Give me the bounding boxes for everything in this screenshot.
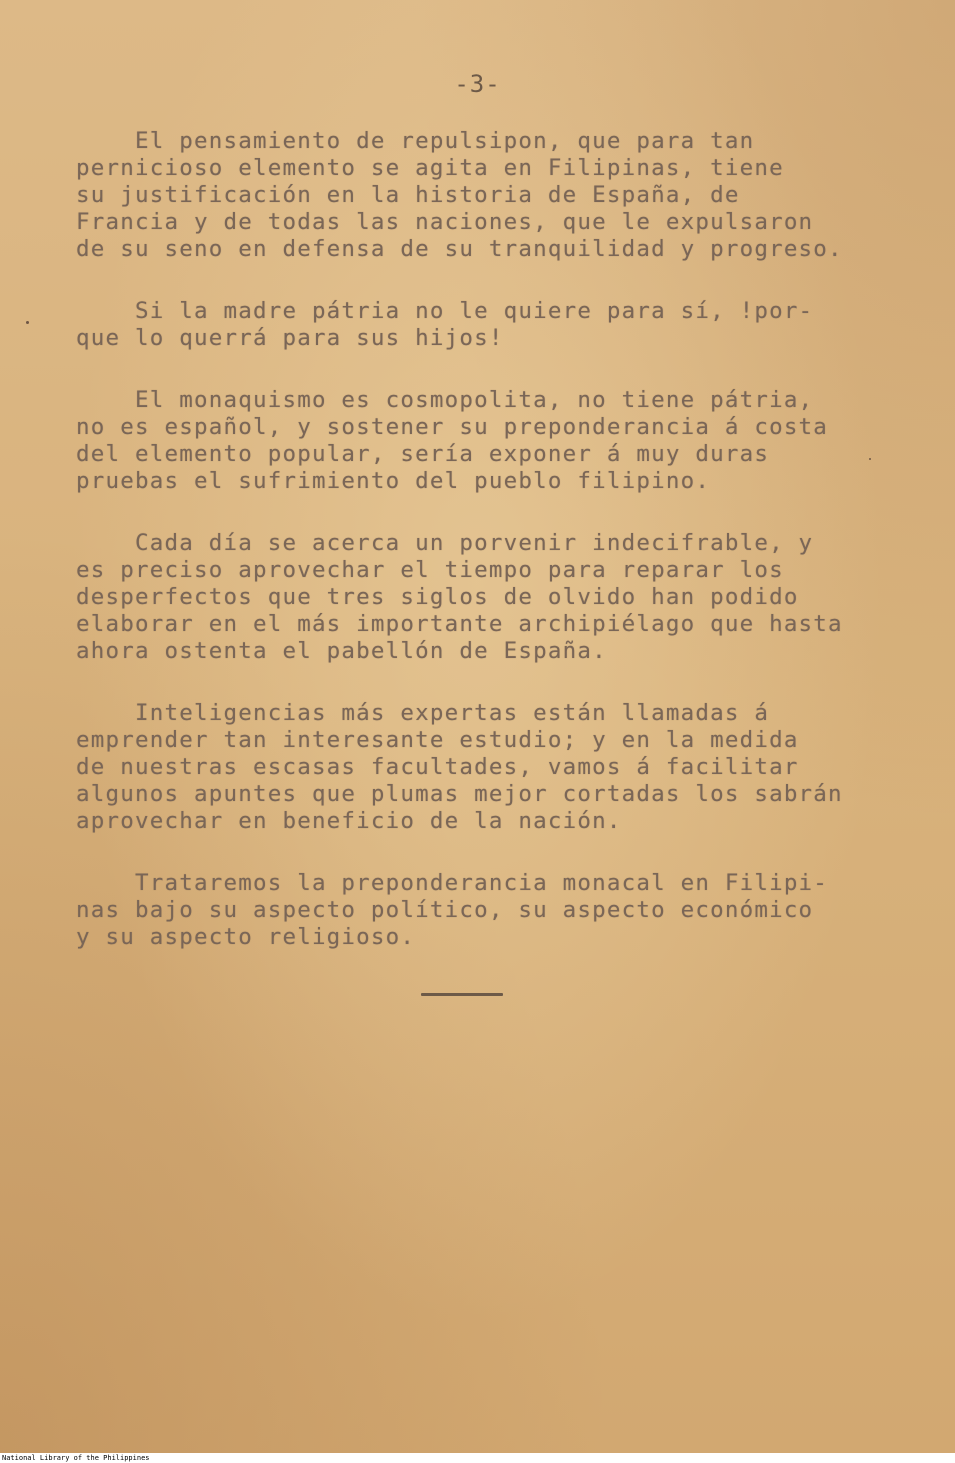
typed-body	[76, 128, 916, 986]
text-line: Inteligencias más expertas están llamadas á	[76, 700, 770, 726]
text-line: Francia y de todas las naciones, que le expulsaron	[76, 209, 814, 235]
text-line: algunos apuntes que plumas mejor cortadas los sabrán	[76, 781, 843, 807]
text-line: desperfectos que tres siglos de olvido han podido	[76, 584, 799, 610]
text-line: pruebas el sufrimiento del pueblo filipino.	[76, 468, 711, 494]
text-line: es preciso aprovechar el tiempo para reparar los	[76, 557, 784, 583]
paragraph-4	[76, 530, 916, 665]
text-line: emprender tan interesante estudio; y en la medida	[76, 727, 799, 753]
text-line: su justificación en la historia de España, de	[76, 182, 740, 208]
text-line: pernicioso elemento se agita en Filipinas, tiene	[76, 155, 784, 181]
paragraph-5	[76, 700, 916, 835]
text-line: y su aspecto religioso.	[76, 924, 416, 950]
paragraph-1	[76, 128, 916, 263]
text-line: El monaquismo es cosmopolita, no tiene pátria,	[76, 387, 814, 413]
paragraph-6	[76, 870, 916, 951]
text-line: El pensamiento de repulsipon, que para tan	[76, 128, 755, 154]
text-line: que lo querrá para sus hijos!	[76, 325, 504, 351]
text-line: Si la madre pátria no le quiere para sí, !por-	[76, 298, 814, 324]
paragraph-2	[76, 298, 916, 352]
closing-rule	[421, 993, 503, 996]
text-line: nas bajo su aspecto político, su aspecto económico	[76, 897, 814, 923]
library-credit: National Library of the Philippines	[2, 1454, 150, 1462]
page-number: -3-	[454, 70, 501, 98]
text-line: del elemento popular, sería exponer á muy duras	[76, 441, 770, 467]
paper-speck	[26, 321, 29, 324]
text-line: ahora ostenta el pabellón de España.	[76, 638, 607, 664]
text-line: elaborar en el más importante archipiélago que hasta	[76, 611, 843, 637]
paragraph-3	[76, 387, 916, 495]
text-line: de su seno en defensa de su tranquilidad y progreso.	[76, 236, 843, 262]
footer-bar	[0, 1453, 955, 1463]
text-line: Trataremos la preponderancia monacal en Filipi-	[76, 870, 829, 896]
text-line: aprovechar en beneficio de la nación.	[76, 808, 622, 834]
text-line: no es español, y sostener su preponderancia á costa	[76, 414, 829, 440]
text-line: de nuestras escasas facultades, vamos á facilitar	[76, 754, 799, 780]
text-line: Cada día se acerca un porvenir indecifrable, y	[76, 530, 814, 556]
paper-speck	[869, 458, 871, 460]
